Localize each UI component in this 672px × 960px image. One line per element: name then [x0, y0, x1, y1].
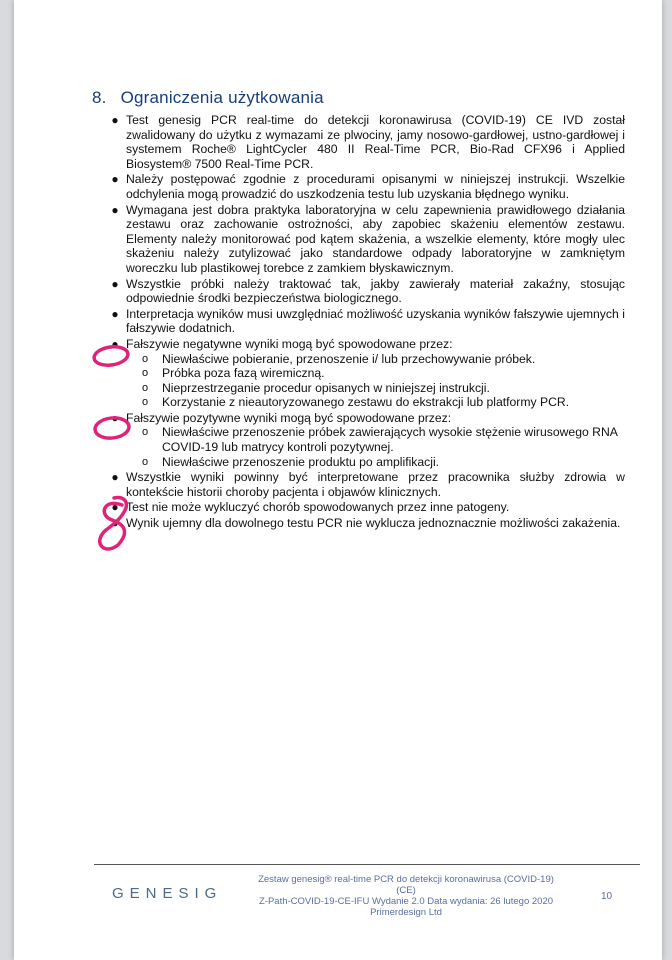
- page-number: 10: [601, 891, 613, 902]
- sub-list-item: o Korzystanie z nieautoryzowanego zestawu do ekstrakcji lub platformy PCR.: [142, 395, 570, 410]
- list-item: ● Wszystkie wyniki powinny być interpretowane przez pracownika służby zdrowia w kontekście historii choroby pacjenta i objawów klinicznych.: [111, 470, 625, 499]
- limitations-list: [110, 113, 625, 531]
- list-item: ● Interpretacja wyników musi uwzględniać możliwość uzyskania wyników fałszywie ujemnych i fałszywie dodatnich.: [111, 306, 625, 336]
- sub-list-item: o Niewłaściwe przenoszenie próbek zawierających wysokie stężenie wirusowego RNA COVID-19 lub matrycy kontroli pozytywnej.: [142, 425, 618, 455]
- list-item: ● Wymagana jest dobra praktyka laboratoryjna w celu zapewnienia prawidłowego działania zestawu oraz zachowanie ostrożności, aby zapobiec skażeniu elementów zestawu. Elementy należy monitorować pod kątem skażenia, a wszelkie elementy, które mogły ulec skażeniu należy zutylizować jako standardowe odpady laboratoryjne w zamkniętym woreczku lub plastikowej torebce z zamkiem błyskawicznym.: [111, 202, 625, 275]
- sub-list-item: o Próbka poza fazą wiremiczną.: [142, 366, 325, 381]
- limitations-list-container: [110, 113, 625, 532]
- document-page: [14, 0, 662, 960]
- list-item: ● Wszystkie próbki należy traktować tak, jakby zawierały materiał zakaźny, stosując odpowiednie środki bezpieczeństwa biologicznego.: [111, 276, 625, 306]
- list-item: ● Wynik ujemny dla dowolnego testu PCR nie wyklucza jednoznacznie możliwości zakażenia.: [111, 516, 621, 531]
- section-title: Ograniczenia użytkowania: [120, 88, 324, 107]
- list-item: ● Należy postępować zgodnie z procedurami opisanymi w niniejszej instrukcji. Wszelkie odchylenia mogą prowadzić do uszkodzenia testu lub uzyskania błędnego wyniku.: [111, 172, 625, 201]
- sub-list-item: o Niewłaściwe pobieranie, przenoszenie i/ lub przechowywanie próbek.: [142, 351, 536, 366]
- genesig-logo: GENESIG: [112, 885, 223, 902]
- sub-list-item: o Niewłaściwe przenoszenie produktu po amplifikacji.: [142, 454, 440, 469]
- footer-divider: [94, 864, 640, 865]
- list-item: ● Test genesig PCR real-time do detekcji koronawirusa (COVID-19) CE IVD został zwalidowany do użytku z wymazami ze plwociny, jamy nosowo-gardłowej, ustno-gardłowej i systemem Roche® LightCycler 480 II Real-Time PCR, Bio-Rad CFX96 i Applied Biosystem® 7500 Real-Time PCR.: [111, 113, 625, 171]
- sub-list-item: o Nieprzestrzeganie procedur opisanych w niniejszej instrukcji.: [142, 380, 490, 395]
- list-item: ● Fałszywie pozytywne wyniki mogą być spowodowane przez: o Niewłaściwe przenoszenie próbek zawierających wysokie stężenie wirusowego RNA COVID-19 lub matrycy kontroli pozytywnej. o Niewłaściwe przenoszenie produktu po amplifikacji.: [110, 411, 625, 469]
- list-item: ● Test nie może wykluczyć chorób spowodowanych przez inne patogeny.: [111, 500, 510, 515]
- section-heading: [92, 88, 324, 108]
- footer-text: Zestaw genesig® real-time PCR do detekcji koronawirusa (COVID-19) (CE) Z-Path-COVID-19-CE-IFU Wydanie 2.0 Data wydania: 26 lutego 2020 Primerdesign Ltd: [258, 874, 554, 918]
- sub-list: [126, 425, 625, 469]
- section-number: 8.: [92, 88, 107, 107]
- sub-list: [126, 352, 625, 410]
- list-item: ● Fałszywie negatywne wyniki mogą być spowodowane przez: o Niewłaściwe pobieranie, przenoszenie i/ lub przechowywanie próbek. o Próbka poza fazą wiremiczną. o Nieprzestrzeganie procedur opisanych w niniejszej instrukcji. o Korzystanie z nieautoryzowanego zestawu do ekstrakcji lub platformy PCR.: [110, 337, 625, 410]
